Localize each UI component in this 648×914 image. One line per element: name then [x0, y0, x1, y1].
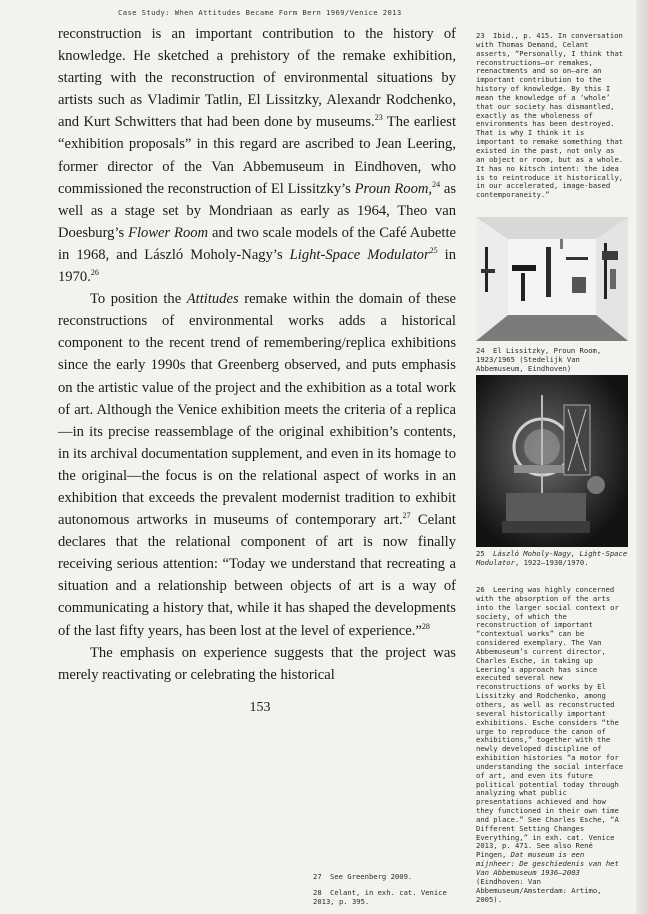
footnote-ref-23: 23: [374, 113, 383, 123]
figure-25-caption: [476, 550, 628, 568]
p1-text-d: and two scale models of the Café Aubette in 1968, and László Moholy-Nagy’s: [58, 224, 456, 263]
p2-text-b: remake within the domain of these reconstructions of environmental works adds a historical component to the recent trend of remembering/replica exhibitions since the early 1990s that Greenberg observed, and puts emphasis on the artistic value of the project and the exhibition as a total work of art. Although the Venice exhibition meets the criteria of a replica—in its precise reassemblage of the original exhibition’s contents, in its archival documentation supplement, and even in its homage to the original—the focus is on the relational aspect of works in an exhibition that exceeds the prevalent modernist tradition to exhibit autonomous artworks in museums of contemporary art.: [58, 291, 457, 529]
proun-room-title: Proun Room,: [354, 180, 433, 197]
figure-number: 25: [476, 549, 485, 558]
footnote-number: 23: [476, 31, 485, 40]
footnote-ref-27: 27: [402, 511, 411, 521]
footnote-text: Leering was highly concerned with the absorption of the arts into the larger social context or society, of which the reconstruction of important “contextual works” can be considered exemplary. The Van Abbemuseum’s current director, Charles Esche, in taking up Leering’s approach has since executed several new reconstructions of works by El Lissitzky and Rodchenko, among others, as well as reconstructed several historically important exhibitions. Esche considers “the urge to reproduce the canon of exhibitions,” together with the newly developed discipline of exhibition histories “a motor for understanding the social interface of art, and even its future political potential today through analyzing what public presentations achieved and how they functioned in their own time and place.” See Charles Esche, “A Different Setting Changes Everything,” in exh. cat. Venice 2013, p. 471. See also René Pingen,: [476, 585, 624, 860]
footnote-ref-28: 28: [421, 621, 430, 631]
flower-room-title: Flower Room: [128, 224, 209, 241]
footnote-text-end: (Eindhoven: Van Abbemuseum/Amsterdam: Artimo, 2005).: [476, 876, 602, 904]
footnote-28: [313, 889, 463, 907]
footnote-text: See Greenberg 2009.: [330, 872, 413, 881]
footnote-ref-24: 24: [432, 179, 441, 189]
paragraph-3: The emphasis on experience suggests that the project was merely reactivating or celebrating the historical: [58, 644, 456, 683]
caption-text: , 1922–1930/1970.: [514, 557, 589, 567]
footnote-26: [476, 586, 626, 904]
figure-25: [476, 375, 628, 568]
footnote-27: [313, 873, 463, 882]
footnote-text: Ibid., p. 415. In conversation with Thomas Demand, Celant asserts, “Personally, I think that reconstructions—or remakes, reenactments and so on—are an important contribution to the history of knowledge. By this I mean the knowledge of a ‘whole’ that our society has dismantled, exactly as the wholeness of environments has been destroyed. That is why I think it is important to remake something that existed in the past, not only as an object or room, but as a whole. It has no kitsch intent: the idea is to reintroduce it historically, in our accelerated, image-based contemporaneity.”: [476, 31, 624, 200]
figure-number: 24: [476, 346, 485, 355]
p1-text-e: in 1970.: [58, 246, 456, 286]
light-space-modulator-title: Light-Space Modulator: [289, 246, 430, 263]
figure-24: [476, 217, 628, 374]
footnote-ref-26: 26: [90, 268, 99, 278]
footnote-ref-25: 25: [429, 245, 438, 255]
figure-24-caption: [476, 347, 628, 374]
footnote-number: 28: [313, 888, 322, 897]
footnote-23: [476, 32, 626, 200]
caption-text: El Lissitzky, Proun Room, 1923/1965 (Stedelijk Van Abbemuseum, Eindhoven): [476, 346, 602, 373]
paragraph-1: [58, 23, 456, 288]
attitudes-title: Attitudes: [186, 291, 239, 308]
footnote-number: 27: [313, 872, 322, 881]
p2-text-a: To position the: [90, 291, 187, 308]
p1-text: reconstruction is an important contribution to the history of knowledge. He sketched a prehistory of the remake exhibition, starting with the reconstruction of environmental situations by artists such as Vladimir Tatlin, El Lissitzky, Alexandr Rodchenko, and Kurt Schwitters that had been done by museums.: [58, 26, 456, 131]
page-edge-shadow: [636, 0, 648, 914]
running-head: Case Study: When Attitudes Became Form Bern 1969/Venice 2013: [118, 8, 402, 17]
p2-text-c: Celant declares that the relational component of art is now finally receiving serious attention: “Today we understand that recreating a situation and a relationship between objects of art is a way of communicating a history that, while it has shaped the developments of the last fifty years, has been lost at the level of experience.”: [58, 512, 456, 639]
footnote-text: Celant, in exh. cat. Venice 2013, p. 395.: [313, 888, 447, 906]
p1-text-b: The earliest “exhibition proposals” in this regard are ascribed to Jean Leering, former director of the Van Abbemuseum in Eindhoven, who commissioned the reconstruction of El Lissitzky’s: [58, 114, 456, 197]
caption-italic: László Moholy-Nagy, Light-Space Modulator: [476, 549, 628, 567]
footnote-number: 26: [476, 585, 485, 594]
p1-text-c: as well as a stage set by Mondriaan as early as 1964, Theo van Doesburg’s: [58, 180, 456, 241]
light-space-modulator-photo: [476, 375, 628, 547]
paragraph-2: [58, 288, 456, 642]
main-text-column: [58, 23, 456, 686]
page-number: 153: [249, 700, 271, 715]
proun-room-photo: [476, 217, 628, 341]
footnote-italic-title: Dat museum is een mijnheer: De geschiedenis van het Van Abbemuseum 1936–2003: [476, 850, 619, 877]
